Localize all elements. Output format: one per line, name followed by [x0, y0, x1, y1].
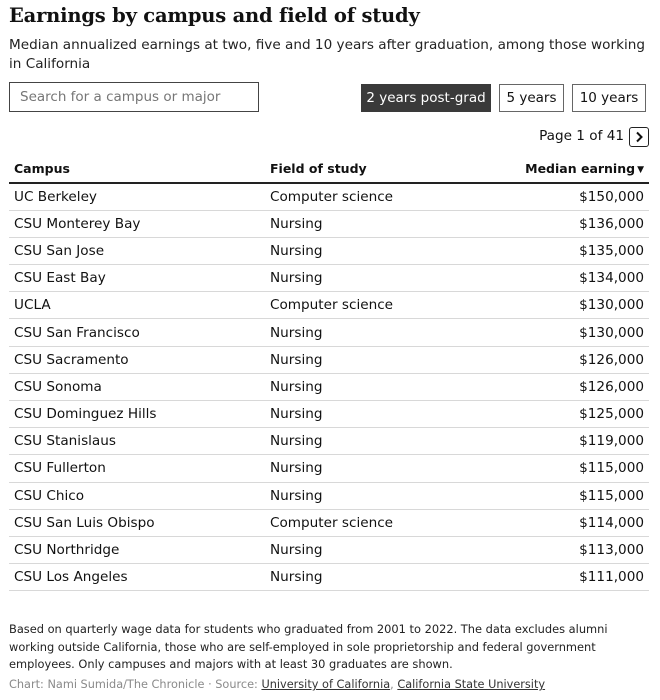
cell-campus: CSU Los Angeles: [9, 564, 265, 591]
cell-earning: $130,000: [509, 292, 649, 319]
cell-field: Nursing: [265, 210, 509, 237]
column-header-field[interactable]: Field of study: [265, 154, 509, 183]
cell-campus: UC Berkeley: [9, 183, 265, 210]
column-header-earning[interactable]: [509, 154, 649, 183]
cell-campus: CSU Northridge: [9, 536, 265, 563]
cell-field: Nursing: [265, 536, 509, 563]
chevron-right-icon: [634, 131, 644, 143]
table-row: [9, 428, 649, 455]
cell-earning: $130,000: [509, 319, 649, 346]
cell-earning: $135,000: [509, 237, 649, 264]
cell-campus: CSU East Bay: [9, 265, 265, 292]
cell-campus: CSU Dominguez Hills: [9, 401, 265, 428]
cell-earning: $126,000: [509, 346, 649, 373]
cell-earning: $115,000: [509, 482, 649, 509]
footnote: Based on quarterly wage data for students who graduated from 2001 to 2022. The data excludes alumni working outside California, those who are self-employed in sole proprietorship and federal government employees. Only campuses and majors with at least 30 graduates are shown.: [9, 622, 608, 671]
cell-campus: CSU Sonoma: [9, 373, 265, 400]
table-row: [9, 210, 649, 237]
table-row: [9, 237, 649, 264]
table-header-row: [9, 154, 649, 183]
cell-earning: $119,000: [509, 428, 649, 455]
table-row: [9, 401, 649, 428]
tab-10-years[interactable]: 10 years: [572, 84, 646, 112]
table-row: [9, 183, 649, 210]
cell-campus: UCLA: [9, 292, 265, 319]
cell-field: Computer science: [265, 183, 509, 210]
cell-field: Nursing: [265, 428, 509, 455]
table-row: [9, 564, 649, 591]
cell-earning: $113,000: [509, 536, 649, 563]
cell-field: Nursing: [265, 373, 509, 400]
cell-field: Computer science: [265, 292, 509, 319]
cell-campus: CSU Monterey Bay: [9, 210, 265, 237]
cell-field: Nursing: [265, 265, 509, 292]
column-header-earning-label: Median earning: [525, 160, 636, 176]
table-row: [9, 265, 649, 292]
cell-campus: CSU Sacramento: [9, 346, 265, 373]
cell-campus: CSU San Francisco: [9, 319, 265, 346]
cell-campus: CSU Fullerton: [9, 455, 265, 482]
cell-earning: $115,000: [509, 455, 649, 482]
table-row: [9, 509, 649, 536]
cell-earning: $150,000: [509, 183, 649, 210]
page-indicator: Page 1 of 41: [539, 128, 624, 144]
cell-field: Nursing: [265, 401, 509, 428]
search-input[interactable]: [9, 82, 259, 112]
tab-5-years[interactable]: 5 years: [499, 84, 564, 112]
credit-text: Chart: Nami Sumida/The Chronicle · Source:: [9, 678, 262, 691]
cell-earning: $111,000: [509, 564, 649, 591]
tab-2-years[interactable]: 2 years post-grad: [361, 84, 491, 112]
cell-earning: $126,000: [509, 373, 649, 400]
cell-field: Nursing: [265, 564, 509, 591]
credit-line: [9, 678, 545, 691]
source-link-uc[interactable]: University of California: [261, 678, 391, 691]
page-title: Earnings by campus and field of study: [9, 4, 420, 27]
cell-earning: $125,000: [509, 401, 649, 428]
subtitle: Median annualized earnings at two, five and 10 years after graduation, among those working in California: [9, 37, 645, 72]
cell-field: Nursing: [265, 455, 509, 482]
cell-field: Nursing: [265, 346, 509, 373]
cell-campus: CSU San Luis Obispo: [9, 509, 265, 536]
cell-campus: CSU Chico: [9, 482, 265, 509]
cell-campus: CSU San Jose: [9, 237, 265, 264]
table-row: [9, 455, 649, 482]
table-row: [9, 319, 649, 346]
cell-campus: CSU Stanislaus: [9, 428, 265, 455]
cell-field: Nursing: [265, 319, 509, 346]
table-row: [9, 482, 649, 509]
table-row: [9, 292, 649, 319]
next-page-button[interactable]: [629, 127, 649, 147]
source-separator: ,: [390, 678, 398, 691]
source-link-csu[interactable]: California State University: [397, 678, 546, 691]
cell-earning: $136,000: [509, 210, 649, 237]
table-row: [9, 536, 649, 563]
column-header-campus[interactable]: Campus: [9, 154, 265, 183]
cell-earning: $114,000: [509, 509, 649, 536]
cell-field: Nursing: [265, 237, 509, 264]
earnings-table: [9, 154, 649, 591]
cell-field: Nursing: [265, 482, 509, 509]
sort-descending-icon: ▼: [637, 164, 644, 175]
table-row: [9, 346, 649, 373]
cell-field: Computer science: [265, 509, 509, 536]
cell-earning: $134,000: [509, 265, 649, 292]
table-row: [9, 373, 649, 400]
